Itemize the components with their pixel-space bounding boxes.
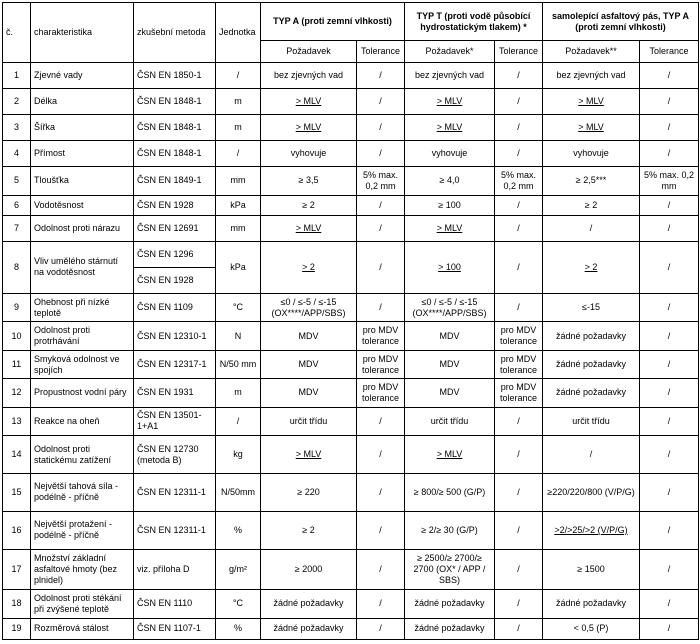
row-self-adhesive-tolerance: /	[640, 350, 699, 378]
row-unit: %	[216, 511, 261, 549]
row-type-t-tolerance: /	[495, 115, 543, 141]
row-type-t-tolerance: 5% max. 0,2 mm	[495, 167, 543, 195]
row-type-t-requirement: > MLV	[405, 115, 495, 141]
row-type-t-requirement: vyhovuje	[405, 141, 495, 167]
row-test-method: ČSN EN 1928	[134, 195, 216, 215]
row-self-adhesive-requirement: ≥ 1500	[543, 549, 640, 589]
row-type-t-tolerance: /	[495, 590, 543, 618]
row-type-a-tolerance: /	[357, 618, 405, 639]
row-type-t-requirement: ≥ 800/≥ 500 (G/P)	[405, 474, 495, 512]
row-self-adhesive-requirement: určit třídu	[543, 407, 640, 435]
row-characteristic: Odolnost proti nárazu	[31, 215, 134, 241]
subheader-type-t-requirement: Požadavek*	[405, 41, 495, 63]
row-unit: %	[216, 618, 261, 639]
row-self-adhesive-requirement: /	[543, 215, 640, 241]
row-characteristic: Ohebnost při nízké teplotě	[31, 294, 134, 322]
row-self-adhesive-tolerance: /	[640, 294, 699, 322]
row-number: 9	[3, 294, 31, 322]
row-characteristic: Smyková odolnost ve spojích	[31, 350, 134, 378]
table-row	[3, 379, 699, 407]
col-header-type-t: TYP T (proti vodě působící hydrostatickým tlakem) *	[405, 3, 543, 41]
row-type-a-requirement: > 2	[261, 241, 357, 293]
table-row	[3, 474, 699, 512]
row-number: 3	[3, 115, 31, 141]
table-row	[3, 407, 699, 435]
row-self-adhesive-requirement: žádné požadavky	[543, 350, 640, 378]
row-type-t-tolerance: /	[495, 511, 543, 549]
row-type-a-requirement: vyhovuje	[261, 141, 357, 167]
row-self-adhesive-tolerance: /	[640, 618, 699, 639]
row-type-a-requirement: ≥ 2	[261, 195, 357, 215]
table-row	[3, 350, 699, 378]
requirements-table	[2, 2, 699, 640]
row-number: 13	[3, 407, 31, 435]
table-row	[3, 294, 699, 322]
row-test-method: ČSN EN 1849-1	[134, 167, 216, 195]
row-self-adhesive-tolerance: /	[640, 89, 699, 115]
row-type-t-requirement: MDV	[405, 322, 495, 350]
row-self-adhesive-tolerance: /	[640, 436, 699, 474]
row-type-a-requirement: žádné požadavky	[261, 590, 357, 618]
row-unit: N/50mm	[216, 474, 261, 512]
row-test-method: ČSN EN 1110	[134, 590, 216, 618]
row-test-method: ČSN EN 1848-1	[134, 89, 216, 115]
row-number: 14	[3, 436, 31, 474]
row-type-t-requirement: bez zjevných vad	[405, 63, 495, 89]
row-type-t-tolerance: /	[495, 474, 543, 512]
row-type-t-requirement: > 100	[405, 241, 495, 293]
row-type-t-tolerance: /	[495, 215, 543, 241]
table-row	[3, 549, 699, 589]
row-characteristic: Rozměrová stálost	[31, 618, 134, 639]
row-self-adhesive-requirement: žádné požadavky	[543, 379, 640, 407]
row-self-adhesive-tolerance: /	[640, 115, 699, 141]
row-test-method: ČSN EN 1850-1	[134, 63, 216, 89]
table-row	[3, 89, 699, 115]
row-characteristic: Propustnost vodní páry	[31, 379, 134, 407]
subheader-self-adhesive-requirement: Požadavek**	[543, 41, 640, 63]
row-unit: /	[216, 141, 261, 167]
row-type-a-tolerance: /	[357, 115, 405, 141]
row-self-adhesive-tolerance: /	[640, 590, 699, 618]
row-type-t-tolerance: /	[495, 618, 543, 639]
row-number: 2	[3, 89, 31, 115]
row-characteristic: Vodotěsnost	[31, 195, 134, 215]
row-number: 7	[3, 215, 31, 241]
row-self-adhesive-requirement: žádné požadavky	[543, 590, 640, 618]
row-type-a-requirement: ≥ 220	[261, 474, 357, 512]
col-header-self-adhesive: samolepící asfaltový pás, TYP A (proti zemní vlhkosti)	[543, 3, 699, 41]
row-type-t-tolerance: /	[495, 407, 543, 435]
row-type-a-requirement: > MLV	[261, 89, 357, 115]
table-row	[3, 141, 699, 167]
row-characteristic: Množství základní asfaltové hmoty (bez plnidel)	[31, 549, 134, 589]
subheader-type-a-requirement: Požadavek	[261, 41, 357, 63]
row-number: 18	[3, 590, 31, 618]
row-characteristic: Odolnost proti stékání při zvýšené teplotě	[31, 590, 134, 618]
row-self-adhesive-requirement: > 2	[543, 241, 640, 293]
row-self-adhesive-requirement: > MLV	[543, 115, 640, 141]
row-unit: kPa	[216, 195, 261, 215]
row-number: 4	[3, 141, 31, 167]
row-self-adhesive-requirement: ≤-15	[543, 294, 640, 322]
row-self-adhesive-requirement: >2/>25/>2 (V/P/G)	[543, 511, 640, 549]
row-type-a-requirement: MDV	[261, 350, 357, 378]
row-self-adhesive-tolerance: /	[640, 379, 699, 407]
row-type-t-tolerance: /	[495, 63, 543, 89]
row-type-t-tolerance: /	[495, 436, 543, 474]
row-test-method: ČSN EN 12730 (metoda B)	[134, 436, 216, 474]
row-unit: /	[216, 63, 261, 89]
row-type-a-tolerance: pro MDV tolerance	[357, 322, 405, 350]
row-unit: kPa	[216, 241, 261, 293]
row-unit: mm	[216, 167, 261, 195]
row-self-adhesive-requirement: žádné požadavky	[543, 322, 640, 350]
col-header-type-a: TYP A (proti zemní vlhkosti)	[261, 3, 405, 41]
row-type-t-requirement: > MLV	[405, 89, 495, 115]
row-unit: mm	[216, 215, 261, 241]
row-type-t-requirement: ≥ 2/≥ 30 (G/P)	[405, 511, 495, 549]
row-number: 6	[3, 195, 31, 215]
row-self-adhesive-tolerance: /	[640, 215, 699, 241]
row-type-a-tolerance: /	[357, 89, 405, 115]
col-header-characteristic: charakteristika	[31, 3, 134, 63]
row-type-a-tolerance: /	[357, 215, 405, 241]
row-type-t-requirement: určit třídu	[405, 407, 495, 435]
table-row	[3, 215, 699, 241]
col-header-method: zkušební metoda	[134, 3, 216, 63]
row-type-a-requirement: ≥ 3,5	[261, 167, 357, 195]
row-number: 15	[3, 474, 31, 512]
row-characteristic: Vliv umělého stárnutí na vodotěsnost	[31, 241, 134, 293]
row-type-a-tolerance: /	[357, 241, 405, 293]
row-type-t-requirement: > MLV	[405, 215, 495, 241]
row-type-t-requirement: žádné požadavky	[405, 618, 495, 639]
row-type-t-tolerance: /	[495, 195, 543, 215]
row-type-a-tolerance: /	[357, 511, 405, 549]
row-self-adhesive-tolerance: /	[640, 322, 699, 350]
row-characteristic: Největší tahová síla - podélně - příčně	[31, 474, 134, 512]
row-unit: m	[216, 89, 261, 115]
row-characteristic: Reakce na oheň	[31, 407, 134, 435]
row-test-method: ČSN EN 1107-1	[134, 618, 216, 639]
row-test-method: ČSN EN 13501-1+A1	[134, 407, 216, 435]
row-self-adhesive-requirement: ≥ 2,5***	[543, 167, 640, 195]
row-test-method: ČSN EN 1848-1	[134, 115, 216, 141]
table-row	[3, 167, 699, 195]
row-type-t-tolerance: pro MDV tolerance	[495, 379, 543, 407]
row-characteristic: Délka	[31, 89, 134, 115]
row-self-adhesive-requirement: bez zjevných vad	[543, 63, 640, 89]
row-self-adhesive-tolerance: /	[640, 511, 699, 549]
row-type-a-requirement: MDV	[261, 322, 357, 350]
row-type-a-tolerance: /	[357, 195, 405, 215]
row-characteristic: Tloušťka	[31, 167, 134, 195]
row-unit: N	[216, 322, 261, 350]
row-type-a-tolerance: /	[357, 590, 405, 618]
row-characteristic: Odolnost proti protrhávání	[31, 322, 134, 350]
row-type-a-requirement: > MLV	[261, 215, 357, 241]
table-row	[3, 63, 699, 89]
subheader-type-a-tolerance: Tolerance	[357, 41, 405, 63]
table-row	[3, 115, 699, 141]
row-number: 8	[3, 241, 31, 293]
row-type-t-requirement: ≥ 4,0	[405, 167, 495, 195]
row-type-a-tolerance: pro MDV tolerance	[357, 379, 405, 407]
row-number: 1	[3, 63, 31, 89]
row-type-t-tolerance: /	[495, 141, 543, 167]
row-type-t-requirement: MDV	[405, 350, 495, 378]
row-unit: m	[216, 115, 261, 141]
row-characteristic: Přímost	[31, 141, 134, 167]
row-self-adhesive-tolerance: /	[640, 195, 699, 215]
row-characteristic: Zjevné vady	[31, 63, 134, 89]
row-type-a-tolerance: /	[357, 549, 405, 589]
row-characteristic: Největší protažení - podélně - příčně	[31, 511, 134, 549]
row-unit: kg	[216, 436, 261, 474]
row-characteristic: Odolnost proti statickému zatížení	[31, 436, 134, 474]
row-type-a-requirement: > MLV	[261, 115, 357, 141]
row-unit: °C	[216, 590, 261, 618]
row-self-adhesive-tolerance: /	[640, 549, 699, 589]
row-type-a-tolerance: /	[357, 436, 405, 474]
row-test-method: ČSN EN 12691	[134, 215, 216, 241]
row-type-a-requirement: bez zjevných vad	[261, 63, 357, 89]
row-unit: N/50 mm	[216, 350, 261, 378]
row-type-a-requirement: > MLV	[261, 436, 357, 474]
row-self-adhesive-tolerance: /	[640, 241, 699, 293]
row-type-a-requirement: ≤0 / ≤-5 / ≤-15 (OX****/APP/SBS)	[261, 294, 357, 322]
row-self-adhesive-requirement: > MLV	[543, 89, 640, 115]
table-body	[3, 63, 699, 640]
row-type-a-tolerance: /	[357, 407, 405, 435]
row-type-a-requirement: ≥ 2	[261, 511, 357, 549]
row-type-a-requirement: MDV	[261, 379, 357, 407]
row-type-t-tolerance: /	[495, 294, 543, 322]
row-self-adhesive-tolerance: /	[640, 141, 699, 167]
row-number: 5	[3, 167, 31, 195]
row-type-t-requirement: ≥ 100	[405, 195, 495, 215]
row-number: 16	[3, 511, 31, 549]
table-row	[3, 618, 699, 639]
table-row	[3, 436, 699, 474]
row-type-a-tolerance: /	[357, 141, 405, 167]
row-type-t-requirement: ≥ 2500/≥ 2700/≥ 2700 (OX* / APP / SBS)	[405, 549, 495, 589]
row-self-adhesive-tolerance: /	[640, 407, 699, 435]
row-unit: /	[216, 407, 261, 435]
row-test-method: ČSN EN 12311-1	[134, 511, 216, 549]
row-self-adhesive-requirement: ≥ 2	[543, 195, 640, 215]
row-test-method-secondary: ČSN EN 1928	[134, 267, 216, 293]
row-type-a-tolerance: pro MDV tolerance	[357, 350, 405, 378]
row-test-method: ČSN EN 12317-1	[134, 350, 216, 378]
row-test-method: ČSN EN 1931	[134, 379, 216, 407]
row-self-adhesive-tolerance: /	[640, 63, 699, 89]
row-type-t-tolerance: pro MDV tolerance	[495, 322, 543, 350]
row-number: 17	[3, 549, 31, 589]
row-type-a-requirement: určit třídu	[261, 407, 357, 435]
row-test-method: ČSN EN 12310-1	[134, 322, 216, 350]
row-type-t-tolerance: /	[495, 549, 543, 589]
row-test-method: viz. příloha D	[134, 549, 216, 589]
row-type-t-requirement: ≤0 / ≤-5 / ≤-15 (OX****/APP/SBS)	[405, 294, 495, 322]
row-self-adhesive-tolerance: /	[640, 474, 699, 512]
row-type-t-requirement: žádné požadavky	[405, 590, 495, 618]
col-header-number: č.	[3, 3, 31, 63]
table-row	[3, 241, 699, 267]
subheader-type-t-tolerance: Tolerance	[495, 41, 543, 63]
row-unit: m	[216, 379, 261, 407]
row-type-a-tolerance: /	[357, 63, 405, 89]
row-test-method: ČSN EN 1109	[134, 294, 216, 322]
row-type-t-requirement: > MLV	[405, 436, 495, 474]
row-test-method: ČSN EN 12311-1	[134, 474, 216, 512]
row-unit: g/m²	[216, 549, 261, 589]
row-self-adhesive-requirement: vyhovuje	[543, 141, 640, 167]
row-type-t-tolerance: pro MDV tolerance	[495, 350, 543, 378]
row-characteristic: Šířka	[31, 115, 134, 141]
row-type-a-requirement: žádné požadavky	[261, 618, 357, 639]
row-type-a-requirement: ≥ 2000	[261, 549, 357, 589]
row-self-adhesive-requirement: ≥220/220/800 (V/P/G)	[543, 474, 640, 512]
row-number: 10	[3, 322, 31, 350]
col-header-unit: Jednotka	[216, 3, 261, 63]
row-type-a-tolerance: 5% max. 0,2 mm	[357, 167, 405, 195]
row-test-method: ČSN EN 1296	[134, 241, 216, 267]
row-type-a-tolerance: /	[357, 474, 405, 512]
row-type-t-tolerance: /	[495, 241, 543, 293]
row-type-t-tolerance: /	[495, 89, 543, 115]
table-row	[3, 195, 699, 215]
table-row	[3, 590, 699, 618]
row-number: 19	[3, 618, 31, 639]
table-row	[3, 511, 699, 549]
row-number: 12	[3, 379, 31, 407]
row-type-t-requirement: MDV	[405, 379, 495, 407]
row-self-adhesive-requirement: < 0,5 (P)	[543, 618, 640, 639]
row-test-method: ČSN EN 1848-1	[134, 141, 216, 167]
row-self-adhesive-tolerance: 5% max. 0,2 mm	[640, 167, 699, 195]
row-type-a-tolerance: /	[357, 294, 405, 322]
table-row	[3, 322, 699, 350]
row-number: 11	[3, 350, 31, 378]
row-unit: °C	[216, 294, 261, 322]
subheader-self-adhesive-tolerance: Tolerance	[640, 41, 699, 63]
row-self-adhesive-requirement: /	[543, 436, 640, 474]
